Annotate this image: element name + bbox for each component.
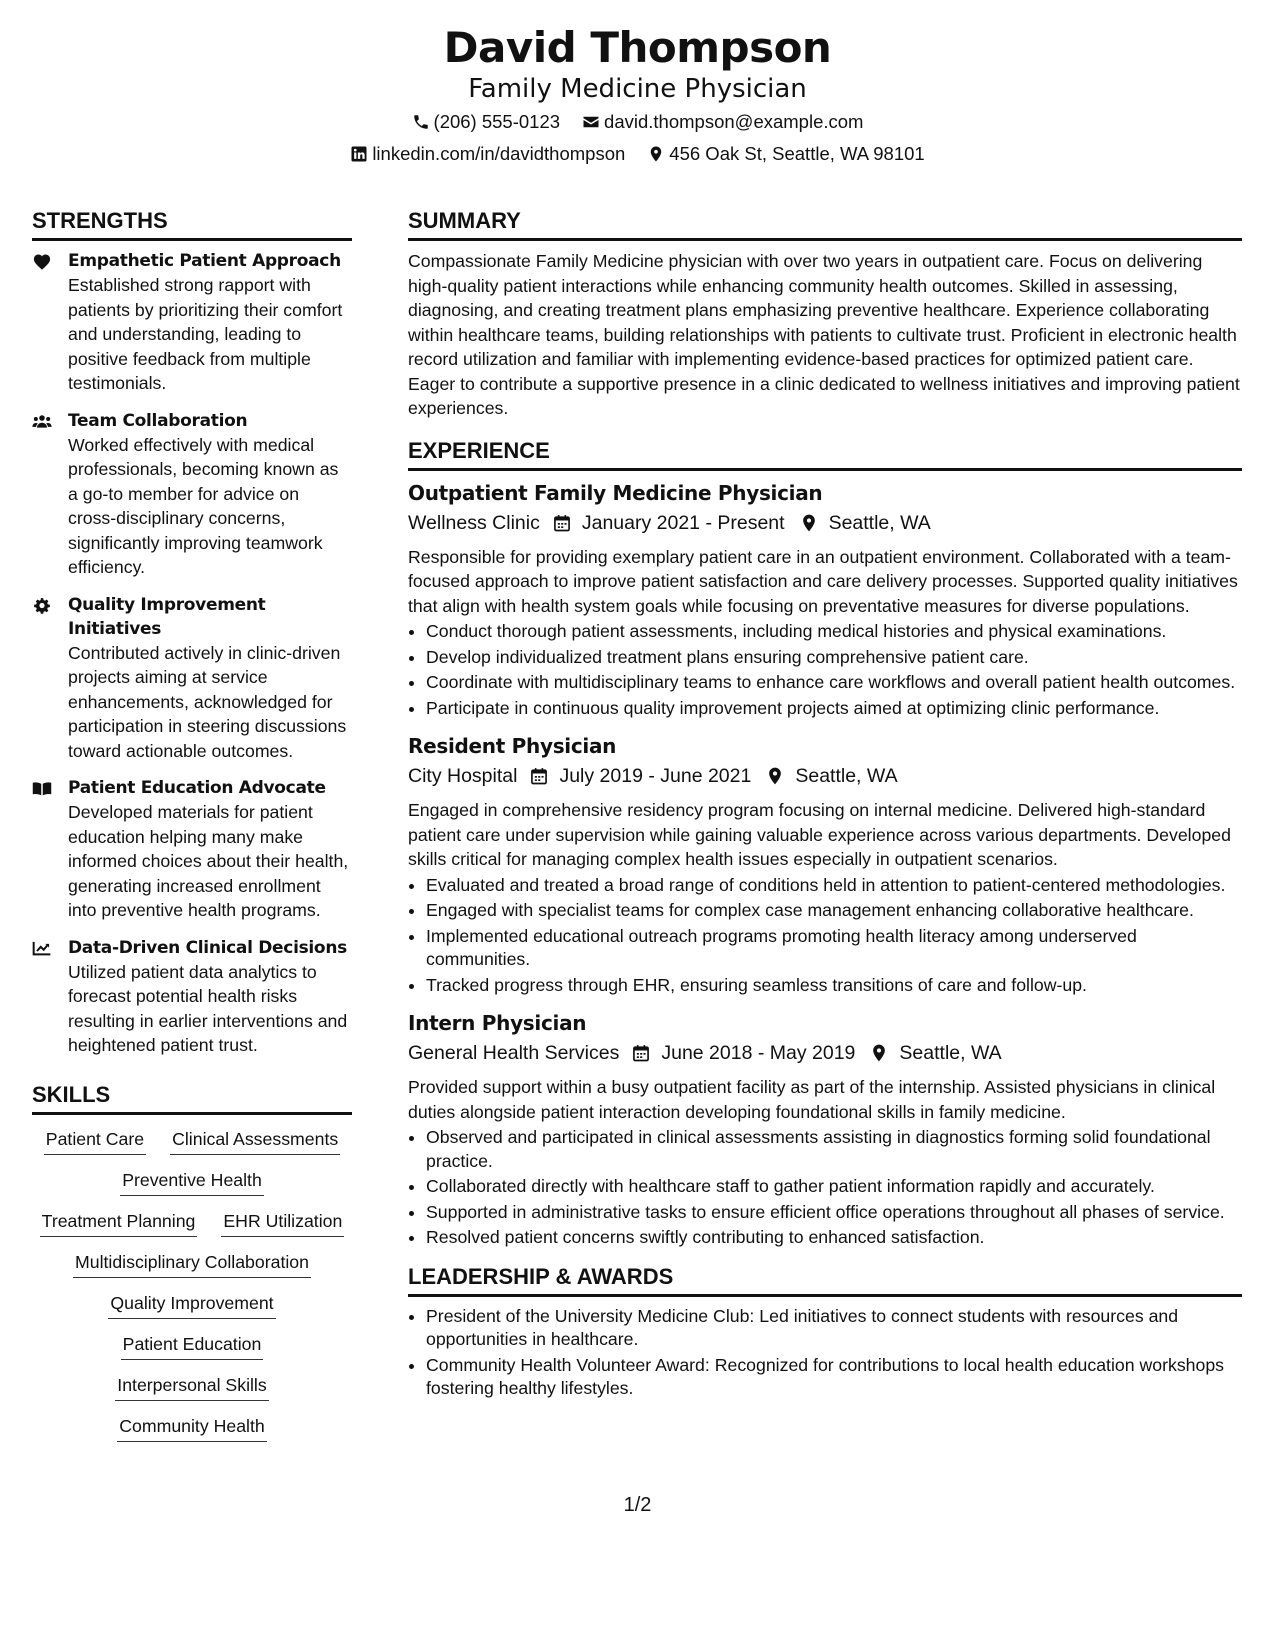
linkedin-contact[interactable] <box>350 138 625 170</box>
address-contact <box>647 138 924 170</box>
strength-title: Team Collaboration <box>68 410 248 431</box>
skill-tag: Quality Improvement <box>108 1291 275 1319</box>
job-entry <box>408 732 1242 997</box>
job-dates: June 2018 - May 2019 <box>661 1042 856 1064</box>
gear-icon <box>32 593 68 764</box>
skills-heading: SKILLS <box>32 1080 352 1115</box>
job-company: City Hospital <box>408 765 518 787</box>
award-item: • Community Health Volunteer Award: Recognized for contributions to local health education workshops fostering healthy lifestyles. <box>426 1354 1242 1401</box>
skills-section <box>32 1080 352 1442</box>
heart-icon <box>32 249 68 396</box>
bullet-item: • Coordinate with multidisciplinary teams to enhance care workflows and overall patient health outcomes. <box>426 671 1242 695</box>
job-company: Wellness Clinic <box>408 511 540 534</box>
left-column <box>32 206 352 1442</box>
summary-heading: SUMMARY <box>408 206 1242 241</box>
job-bullets <box>408 874 1242 998</box>
job-dates: January 2021 - Present <box>581 511 785 534</box>
skill-tag: Community Health <box>117 1414 266 1442</box>
strength-item <box>32 936 352 1058</box>
bullet-item: • Collaborated directly with healthcare staff to gather patient information rapidly and accurately. <box>426 1175 1242 1199</box>
job-description: Provided support within a busy outpatient facility as part of the internship. Assisted physicians in clinical duties alongside patient interaction developing foundational skills in family medicine. <box>408 1077 1216 1122</box>
job-description: Engaged in comprehensive residency program focusing on internal medicine. Delivered high-standard patient care under supervision while gaining valuable experience across various departments. Developed skills critical for managing complex health issues especially in outpatient scenarios. <box>408 800 1231 869</box>
job-meta <box>408 760 1242 792</box>
job-meta <box>408 1037 1242 1069</box>
strengths-heading: STRENGTHS <box>32 206 352 241</box>
bullet-item: • Evaluated and treated a broad range of conditions held in attention to patient-centered methodologies. <box>426 874 1242 898</box>
job-location: Seattle, WA <box>899 1042 1002 1064</box>
strength-item <box>32 249 352 396</box>
skill-tag: Preventive Health <box>120 1168 264 1196</box>
skill-tag: Interpersonal Skills <box>115 1373 268 1401</box>
skill-tag: Multidisciplinary Collaboration <box>73 1250 311 1278</box>
job-entry <box>408 1009 1242 1250</box>
bullet-item: • Develop individualized treatment plans ensuring comprehensive patient care. <box>426 646 1242 670</box>
job-location: Seattle, WA <box>828 511 931 534</box>
resume-header <box>0 22 1275 170</box>
job-bullets <box>408 620 1242 720</box>
strength-description: Developed materials for patient education helping many make informed choices about their health, generating increased enrollment into preventive health programs. <box>68 802 349 920</box>
email-contact[interactable] <box>582 106 863 138</box>
job-location: Seattle, WA <box>795 765 898 787</box>
map-pin-icon <box>765 766 785 786</box>
contact-row-1 <box>0 106 1275 138</box>
strength-item <box>32 593 352 764</box>
skill-tag: Patient Education <box>121 1332 264 1360</box>
strength-description: Worked effectively with medical professionals, becoming known as a go-to member for advice on cross-disciplinary concerns, significantly improving teamwork efficiency. <box>68 434 339 577</box>
job-entry <box>408 479 1242 721</box>
users-icon <box>32 409 68 580</box>
calendar-icon <box>552 513 572 533</box>
bullet-item: • Implemented educational outreach programs promoting health literacy among underserved communities. <box>426 925 1242 972</box>
skills-list <box>32 1123 352 1442</box>
page-number: 1/2 <box>623 1494 652 1516</box>
strength-description: Contributed actively in clinic-driven projects aiming at service enhancements, acknowledged for participation in steering discussions toward actionable outcomes. <box>68 642 347 761</box>
strength-title: Empathetic Patient Approach <box>68 251 341 271</box>
address-text: 456 Oak St, Seattle, WA 98101 <box>669 143 925 164</box>
skill-tag: Clinical Assessments <box>170 1127 340 1155</box>
contact-row-2 <box>0 138 1275 170</box>
map-pin-icon <box>869 1043 889 1063</box>
phone-contact <box>412 106 561 138</box>
strength-description: Established strong rapport with patients by prioritizing their comfort and understanding, leading to positive feedback from multiple testimonials. <box>68 275 343 393</box>
chart-line-icon <box>32 936 68 1058</box>
phone-icon <box>412 113 430 131</box>
job-dates: July 2019 - June 2021 <box>559 765 752 787</box>
candidate-name: David Thompson <box>443 23 832 72</box>
right-column <box>408 206 1242 1403</box>
job-company: General Health Services <box>408 1042 620 1064</box>
skill-tag: Treatment Planning <box>40 1209 198 1237</box>
strength-title: Quality Improvement Initiatives <box>68 594 266 639</box>
job-title: Resident Physician <box>408 734 617 758</box>
strength-item <box>32 409 352 580</box>
candidate-title: Family Medicine Physician <box>468 74 807 104</box>
experience-heading: EXPERIENCE <box>408 436 1242 471</box>
skill-tag: Patient Care <box>44 1127 146 1155</box>
email-text[interactable]: david.thompson@example.com <box>604 111 864 132</box>
summary-text: Compassionate Family Medicine physician with over two years in outpatient care. Focus on delivering high-quality patient interactions while enhancing community health outcomes. Skilled in assessing, diagnosing, and creating treatment plans emphasizing preventive healthcare. Experience collaborating within healthcare teams, building relationships with patients to cultivate trust. Proficient in electronic health record utilization and familiar with implementing evidence-based practices for optimized patient care. Eager to contribute a supportive presence in a clinic dedicated to wellness initiatives and improving patient experiences. <box>408 251 1240 418</box>
map-pin-icon <box>647 145 665 163</box>
envelope-icon <box>582 113 600 131</box>
job-bullets <box>408 1126 1242 1250</box>
bullet-item: • Observed and participated in clinical assessments assisting in diagnostics forming solid foundational practice. <box>426 1126 1242 1173</box>
awards-list <box>408 1305 1242 1401</box>
award-item: • President of the University Medicine Club: Led initiatives to connect students with resources and opportunities in healthcare. <box>426 1305 1242 1352</box>
bullet-item: • Conduct thorough patient assessments, including medical histories and physical examinations. <box>426 620 1242 644</box>
book-icon <box>32 776 68 923</box>
bullet-item: • Participate in continuous quality improvement projects aimed at optimizing clinic performance. <box>426 697 1242 721</box>
calendar-icon <box>631 1043 651 1063</box>
skill-tag: EHR Utilization <box>221 1209 344 1237</box>
linkedin-text[interactable]: linkedin.com/in/davidthompson <box>372 143 626 164</box>
calendar-icon <box>529 766 549 786</box>
job-title: Outpatient Family Medicine Physician <box>408 480 823 505</box>
phone-text: (206) 555-0123 <box>433 111 561 132</box>
strength-item <box>32 776 352 923</box>
awards-heading: LEADERSHIP & AWARDS <box>408 1262 1242 1297</box>
map-pin-icon <box>799 513 819 533</box>
job-description: Responsible for providing exemplary patient care in an outpatient environment. Collaborated with a team-focused approach to improve patient satisfaction and care delivery processes. Supported quality initiatives that align with health system goals while focusing on preventative measures for diverse populations. <box>408 546 1238 616</box>
job-title: Intern Physician <box>408 1011 587 1035</box>
linkedin-icon <box>350 145 368 163</box>
bullet-item: • Engaged with specialist teams for complex case management enhancing collaborative healthcare. <box>426 899 1242 923</box>
bullet-item: • Supported in administrative tasks to ensure efficient office operations throughout all phases of service. <box>426 1201 1242 1225</box>
bullet-item: • Resolved patient concerns swiftly contributing to enhanced satisfaction. <box>426 1226 1242 1250</box>
strength-description: Utilized patient data analytics to forecast potential health risks resulting in earlier interventions and heightened patient trust. <box>68 961 348 1055</box>
job-meta <box>408 507 1242 539</box>
bullet-item: • Tracked progress through EHR, ensuring seamless transitions of care and follow-up. <box>426 974 1242 998</box>
strength-title: Patient Education Advocate <box>68 778 326 798</box>
strength-title: Data-Driven Clinical Decisions <box>68 937 347 958</box>
